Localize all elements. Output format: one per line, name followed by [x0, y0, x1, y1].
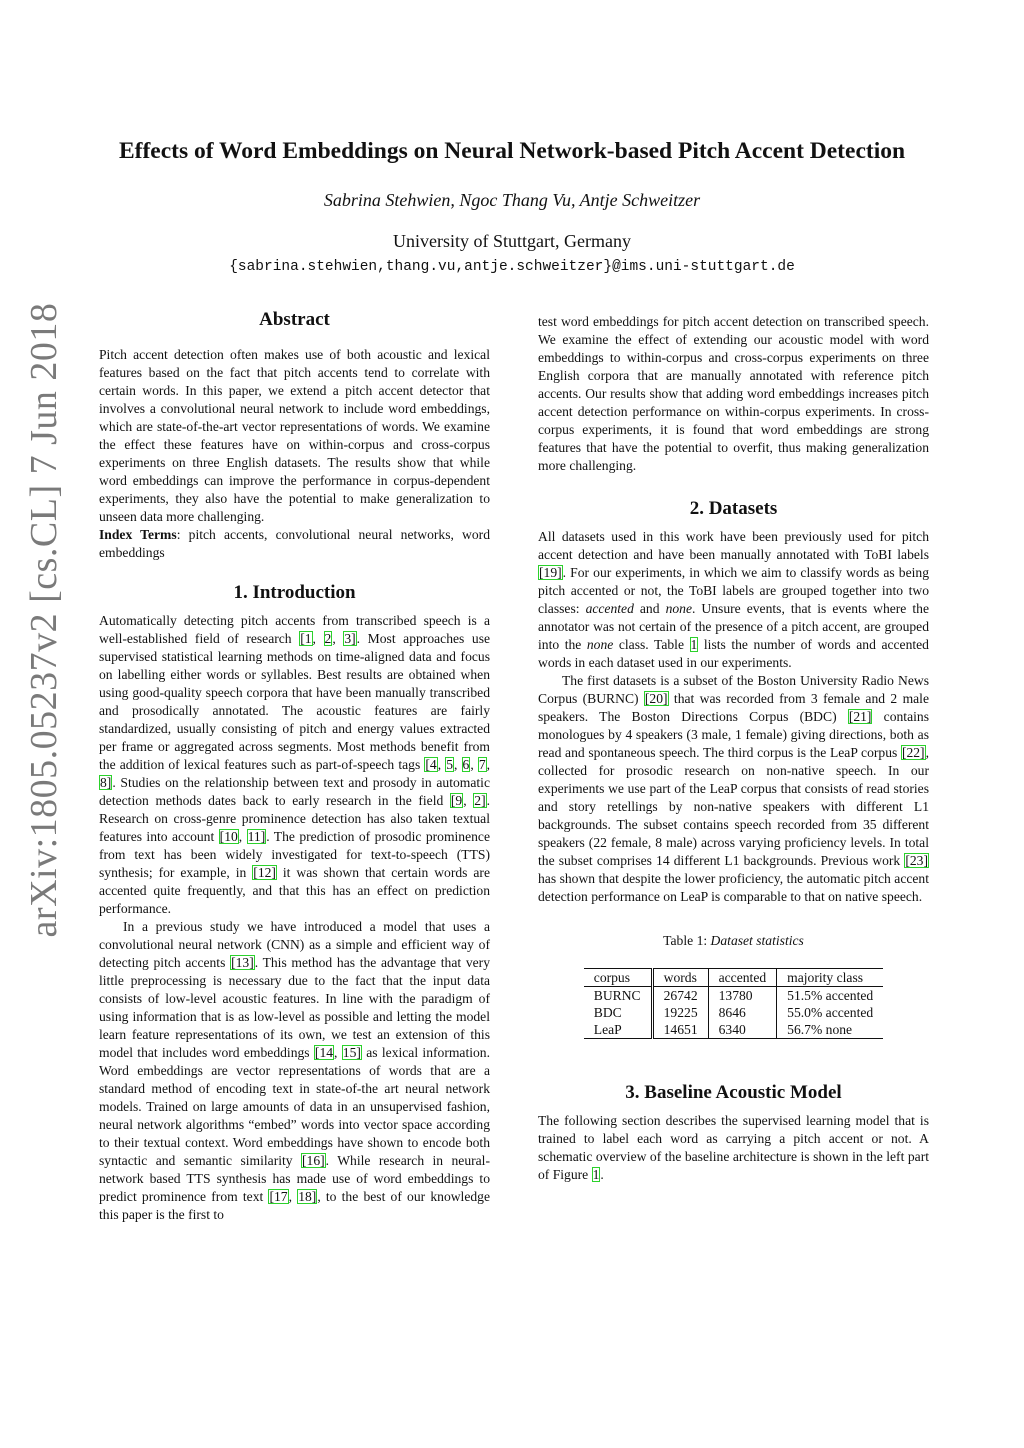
- citation-link[interactable]: 6: [462, 757, 470, 772]
- citation-link[interactable]: [10: [219, 829, 238, 844]
- citation-link[interactable]: [13]: [231, 955, 254, 970]
- citation-link[interactable]: [23]: [905, 853, 928, 868]
- citation-link[interactable]: 2: [324, 631, 332, 646]
- citation-link[interactable]: [14: [314, 1045, 334, 1060]
- figure-ref-link[interactable]: 1: [592, 1167, 600, 1182]
- citation-link[interactable]: 18]: [298, 1189, 317, 1204]
- paper-title: Effects of Word Embeddings on Neural Network-based Pitch Accent Detection: [118, 138, 906, 164]
- citation-link[interactable]: [12]: [253, 865, 276, 880]
- index-terms-text: : pitch accents, convolutional neural networks, word embeddings: [99, 527, 490, 560]
- table-row: [584, 987, 883, 1005]
- left-column: [99, 308, 490, 1224]
- intro-continuation: test word embeddings for pitch accent detection on transcribed speech. We examine the effect of extending our acoustic model with word embeddings to within-corpus and cross-corpus experiments on three English corpora that are manually annotated with reference pitch accents. Our results show that adding word embeddings increases pitch accent detection performance on within-corpus experiments. In cross-corpus experiments, it is found that word embeddings are strong features that have the potential to overfit, thus making generalization more challenging.: [538, 314, 929, 473]
- table-cell: 19225: [652, 1004, 708, 1021]
- table-cell: 13780: [708, 987, 777, 1005]
- right-column: [538, 313, 929, 1184]
- table-header-cell: words: [652, 969, 708, 987]
- citation-link[interactable]: 5: [446, 757, 453, 772]
- table-cell: 51.5% accented: [787, 988, 874, 1003]
- table-row: [584, 1004, 883, 1021]
- citation-link[interactable]: [16]: [302, 1153, 325, 1168]
- paper-authors: Sabrina Stehwien, Ngoc Thang Vu, Antje Schweitzer: [323, 190, 701, 210]
- table-cell: 55.0% accented: [787, 1005, 874, 1020]
- paper-affiliation: University of Stuttgart, Germany: [393, 231, 631, 251]
- table-cell: 26742: [652, 987, 708, 1005]
- citation-link[interactable]: [9: [450, 793, 463, 808]
- citation-link[interactable]: 7: [478, 757, 486, 772]
- table-cell: BDC: [584, 1004, 652, 1021]
- paper-emails: {sabrina.stehwien,thang.vu,antje.schweitzer}@ims.uni-stuttgart.de: [229, 259, 795, 275]
- table-header-row: [584, 969, 883, 987]
- table-ref-link[interactable]: 1: [690, 637, 698, 652]
- citation-link[interactable]: 3]: [344, 631, 356, 646]
- intro-heading: 1. Introduction: [233, 582, 356, 603]
- intro-paragraph-2: In a previous study we have introduced a model that uses a convolutional neural network (CNN) as a simple and efficient way of detecting pitch accents [13]. This method has the advantage that very little preprocessing is necessary due to the fact that the input data consists of low-level acoustic features. In line with the paradigm of using information that is as low-level as possible and letting the model learn feature representations of its own, we test an extension of this model that includes word embeddings [14, 15] as lexical information. Word embeddings are vector representations of words that are a standard method of encoding text in state-of-the art neural network models. Trained on large amounts of data in an unsupervised fashion, neural network algorithms “embed” words into vector space according to their textual context. Word embeddings have shown to encode both syntactic and semantic similarity [16]. While research in neural-network based TTS synthesis has made use of word embeddings to predict prominence from text [17, 18], to the best of our knowledge this paper is the first to: [99, 919, 491, 1222]
- intro-paragraph-1: Automatically detecting pitch accents from transcribed speech is a well-established field of research [1, 2, 3]. Most approaches use supervised statistical learning methods on time-aligned data and focus on labelling either words or syllables. Best results are obtained when using good-quality speech corpora that have been manually transcribed and prosodically annotated. The acoustic features are fairly standardized, usually consisting of pitch and energy values extracted per frame or aggregated across segments. Most methods benefit from the addition of lexical features such as part-of-speech tags [4, 5, 6, 7, 8]. Studies on the relationship between text and prosody in automatic detection methods dates back to early research in the field [9, 2]. Research on cross-genre prominence detection has also taken textual features into account [10, 11]. The prediction of prosodic prominence from text has been widely investigated for text-to-speech (TTS) synthesis; for example, in [12] it was shown that certain words are accented quite frequently, and that this has an effect on prediction performance.: [99, 613, 491, 916]
- citation-link[interactable]: [4: [425, 757, 437, 772]
- arxiv-stamp: arXiv:1805.05237v2 [cs.CL] 7 Jun 2018: [23, 302, 65, 938]
- table-cell: BURNC: [584, 987, 652, 1005]
- table-header-cell: majority class: [787, 970, 864, 985]
- abstract-heading: Abstract: [259, 309, 330, 330]
- citation-link[interactable]: 8]: [100, 775, 112, 790]
- table-caption: Table 1: Dataset statistics: [663, 933, 804, 948]
- citation-link[interactable]: [22]: [901, 745, 925, 760]
- citation-link[interactable]: [21]: [848, 709, 872, 724]
- dataset-stats-table: [584, 968, 883, 1039]
- datasets-paragraph-2: The first datasets is a subset of the Boston University Radio News Corpus (BURNC) [20] that was recorded from 3 female and 2 male speakers. The Boston Directions Corpus (BDC) [21] contains monologues by 4 speakers (3 male, 1 female) giving directions, both as read and spontaneous speech. The third corpus is the LeaP corpus [22], collected for prosodic research on non-native speech. In our experiments we use part of the LeaP corpus that consists of read stories and story retellings by non-native speakers with different L1 backgrounds. The subset contains speech recorded from 35 different speakers (22 female, 8 male) across varying proficiency levels. In total the subset comprises 14 different L1 backgrounds. Previous work [23] has shown that despite the lower proficiency, the automatic pitch accent detection performance on LeaP is comparable to that on native speech.: [538, 673, 929, 904]
- citation-link[interactable]: [17: [269, 1189, 288, 1204]
- citation-link[interactable]: [19]: [539, 565, 562, 580]
- citation-link[interactable]: [20]: [644, 691, 668, 706]
- index-terms-label: Index Terms: [99, 527, 177, 542]
- table-cell: 6340: [708, 1021, 777, 1039]
- table-cell: LeaP: [584, 1021, 652, 1039]
- citation-link[interactable]: 15]: [342, 1045, 361, 1060]
- datasets-heading: 2. Datasets: [689, 498, 778, 519]
- citation-link[interactable]: 2]: [474, 793, 486, 808]
- table-cell: 8646: [708, 1004, 777, 1021]
- table-cell: 14651: [652, 1021, 708, 1039]
- baseline-heading: 3. Baseline Acoustic Model: [625, 1082, 842, 1103]
- table-cell: 56.7% none: [787, 1022, 853, 1037]
- index-terms: [99, 526, 490, 562]
- citation-link[interactable]: 11]: [247, 829, 266, 844]
- abstract-text: Pitch accent detection often makes use of both acoustic and lexical features based on the fact that pitch accents tend to correlate with certain words. In this paper, we extend a pitch accent detector that involves a convolutional neural network to include word embeddings, which are state-of-the-art vector representations of words. We examine the effect these features have on within-corpus and cross-corpus experiments on three English datasets. The results show that while word embeddings can improve the performance in corpus-dependent experiments, they also have the potential to make generalization to unseen data more challenging.: [99, 347, 490, 524]
- table-header-cell: corpus: [584, 969, 652, 987]
- baseline-paragraph-1: The following section describes the supervised learning model that is trained to label each word as carrying a pitch accent or not. A schematic overview of the baseline architecture is shown in the left part of Figure 1.: [538, 1113, 929, 1182]
- citation-link[interactable]: [1: [300, 631, 312, 646]
- table-header-cell: accented: [708, 969, 777, 987]
- table-row: [584, 1021, 883, 1039]
- datasets-paragraph-1: All datasets used in this work have been previously used for pitch accent detection and have been manually annotated with ToBI labels [19]. For our experiments, in which we aim to classify words as being pitch accented or not, the ToBI labels are grouped together into two classes: accented and none. Unsure events, that is events where the annotator was not certain of the presence of a pitch accent, are grouped into the none class. Table 1 lists the number of words and accented words in each dataset used in our experiments.: [538, 529, 929, 670]
